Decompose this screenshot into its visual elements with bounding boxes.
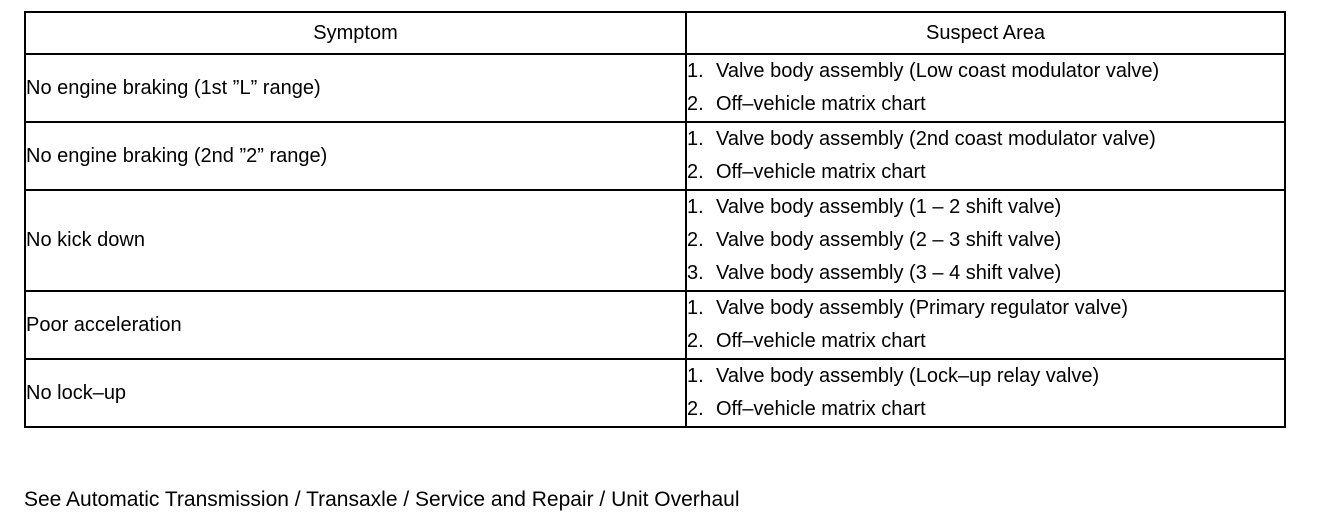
item-number: 1. bbox=[687, 297, 704, 319]
table-row bbox=[25, 54, 1285, 122]
item-number: 2. bbox=[687, 398, 704, 420]
item-number: 2. bbox=[687, 330, 704, 352]
table-row bbox=[25, 122, 1285, 190]
symptom-cell: Poor acceleration bbox=[25, 291, 686, 359]
suspect-area-cell bbox=[686, 190, 1285, 291]
item-number: 2. bbox=[687, 161, 704, 183]
item-text: Off–vehicle matrix chart bbox=[716, 93, 926, 115]
item-text: Valve body assembly (1 – 2 shift valve) bbox=[716, 196, 1062, 218]
item-number: 2. bbox=[687, 229, 704, 251]
reference-note: See Automatic Transmission / Transaxle / Service and Repair / Unit Overhaul bbox=[24, 488, 740, 511]
item-text: Valve body assembly (Primary regulator valve) bbox=[716, 297, 1129, 319]
suspect-area-header: Suspect Area bbox=[686, 12, 1285, 54]
item-number: 2. bbox=[687, 93, 704, 115]
item-text: Valve body assembly (Lock–up relay valve) bbox=[716, 365, 1100, 387]
item-text: Valve body assembly (2 – 3 shift valve) bbox=[716, 229, 1062, 251]
suspect-item bbox=[687, 292, 1284, 325]
table-header-row bbox=[25, 12, 1285, 54]
item-number: 1. bbox=[687, 60, 704, 82]
suspect-area-cell bbox=[686, 359, 1285, 427]
suspect-item bbox=[687, 156, 1284, 189]
suspect-item bbox=[687, 393, 1284, 426]
table-row bbox=[25, 190, 1285, 291]
item-text: Off–vehicle matrix chart bbox=[716, 161, 926, 183]
item-number: 1. bbox=[687, 365, 704, 387]
symptom-table bbox=[24, 11, 1286, 428]
suspect-area-cell bbox=[686, 54, 1285, 122]
table-row bbox=[25, 291, 1285, 359]
suspect-item bbox=[687, 360, 1284, 393]
item-number: 3. bbox=[687, 262, 704, 284]
symptom-cell: No kick down bbox=[25, 190, 686, 291]
suspect-item bbox=[687, 257, 1284, 290]
symptom-cell: No lock–up bbox=[25, 359, 686, 427]
symptom-cell: No engine braking (2nd ”2” range) bbox=[25, 122, 686, 190]
item-number: 1. bbox=[687, 196, 704, 218]
suspect-item bbox=[687, 88, 1284, 121]
suspect-area-cell bbox=[686, 122, 1285, 190]
symptom-header: Symptom bbox=[25, 12, 686, 54]
item-text: Off–vehicle matrix chart bbox=[716, 330, 926, 352]
item-text: Valve body assembly (3 – 4 shift valve) bbox=[716, 262, 1062, 284]
item-text: Off–vehicle matrix chart bbox=[716, 398, 926, 420]
suspect-item bbox=[687, 325, 1284, 358]
suspect-item bbox=[687, 191, 1284, 224]
item-number: 1. bbox=[687, 128, 704, 150]
suspect-area-cell bbox=[686, 291, 1285, 359]
item-text: Valve body assembly (2nd coast modulator valve) bbox=[716, 128, 1156, 150]
symptom-cell: No engine braking (1st ”L” range) bbox=[25, 54, 686, 122]
suspect-item bbox=[687, 123, 1284, 156]
table-row bbox=[25, 359, 1285, 427]
suspect-item bbox=[687, 224, 1284, 257]
suspect-item bbox=[687, 55, 1284, 88]
item-text: Valve body assembly (Low coast modulator valve) bbox=[716, 60, 1160, 82]
